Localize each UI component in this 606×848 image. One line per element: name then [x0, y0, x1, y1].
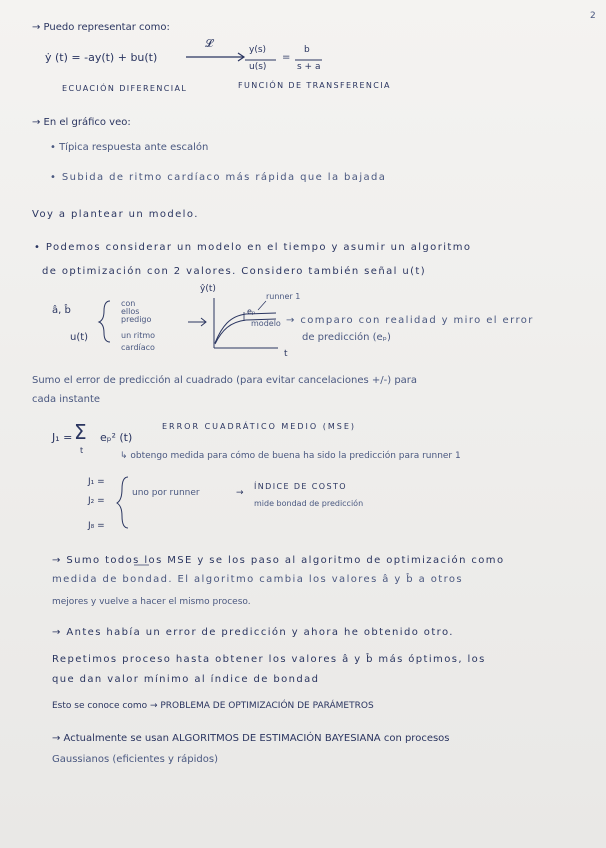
- input-signal-label: u(t): [70, 332, 89, 343]
- cost-index-note: mide bondad de predicción: [254, 499, 364, 508]
- brace-note: ellos: [121, 307, 140, 316]
- graph-x-label: t: [284, 349, 288, 359]
- section-heading: Voy a plantear un modelo.: [32, 209, 199, 220]
- text-line: de predicción (eₚ): [302, 332, 391, 343]
- label-transfer-function: FUNCIÓN DE TRANSFERENCIA: [238, 81, 391, 90]
- differential-equation: ẏ (t) = -ay(t) + bu(t): [45, 51, 158, 64]
- tf-denominator-left: u(s): [249, 62, 267, 72]
- graph-runner-label: runner 1: [266, 292, 301, 301]
- graph-model-label: modelo: [251, 319, 281, 328]
- text-line: → En el gráfico veo:: [32, 117, 131, 128]
- text-line: cada instante: [32, 394, 101, 405]
- text-line: mejores y vuelve a hacer el mismo proceso.: [52, 597, 251, 607]
- cost-j1: J₁ =: [52, 431, 73, 444]
- page-number: 2: [590, 11, 596, 21]
- brace-note: cardíaco: [121, 343, 155, 352]
- text-line: → comparo con realidad y miro el error: [286, 315, 534, 326]
- params-label: â, b̂: [52, 305, 71, 316]
- brace-note: predigo: [121, 315, 152, 324]
- bullet-item: • Subida de ritmo cardíaco más rápida que la bajada: [50, 172, 387, 183]
- text-line: Gaussianos (eficientes y rápidos): [52, 754, 219, 765]
- laplace-symbol: 𝓛: [205, 37, 213, 50]
- graph-error-label: eₚ: [247, 307, 256, 316]
- text-line: Esto se conoce como → PROBLEMA DE OPTIMIZACIÓN DE PARÁMETROS: [52, 701, 374, 711]
- tf-numerator-left: y(s): [249, 45, 267, 55]
- text-line: → Antes había un error de predicción y ahora he obtenido otro.: [52, 627, 454, 638]
- tf-denominator-right: s + a: [297, 62, 321, 72]
- label-differential-equation: ECUACIÓN DIFERENCIAL: [62, 84, 188, 93]
- cost-j2-row: J₂ =: [88, 496, 105, 506]
- left-brace: [99, 301, 110, 342]
- text-line: → Sumo todos los MSE y se los paso al algoritmo de optimización como: [52, 555, 505, 566]
- j-brace: [117, 477, 128, 528]
- brace-note: un ritmo: [121, 331, 156, 340]
- mse-label: ERROR CUADRÁTICO MEDIO (MSE): [162, 422, 356, 431]
- cost-index-label: ÍNDICE DE COSTO: [254, 482, 347, 491]
- sum-index: t: [80, 446, 84, 455]
- text-line: de optimización con 2 valores. Considero también señal u(t): [42, 266, 427, 277]
- text-line: Sumo el error de predicción al cuadrado (para evitar cancelaciones +/-) para: [32, 375, 418, 386]
- text-line: que dan valor mínimo al índice de bondad: [52, 674, 320, 685]
- brace-note: con: [121, 299, 136, 308]
- sum-symbol: Σ: [74, 420, 87, 444]
- text-line: Repetimos proceso hasta obtener los valores â y b̂ más óptimos, los: [52, 654, 486, 665]
- text-line: ↳ obtengo medida para cómo de buena ha sido la predicción para runner 1: [120, 451, 461, 461]
- cost-j8-row: J₈ =: [88, 521, 105, 531]
- text-line: • Podemos considerar un modelo en el tiempo y asumir un algoritmo: [34, 242, 472, 253]
- brace-note: uno por runner: [132, 488, 200, 498]
- bullet-item: • Típica respuesta ante escalón: [50, 142, 209, 153]
- squared-error: eₚ² (t): [100, 431, 133, 444]
- arrow: →: [236, 488, 244, 498]
- text-line: → Puedo representar como:: [32, 22, 170, 33]
- cost-j1-row: J₁ =: [88, 477, 105, 487]
- text-line: → Actualmente se usan ALGORITMOS DE ESTIMACIÓN BAYESIANA con procesos: [52, 733, 450, 744]
- tf-numerator-right: b: [304, 45, 310, 55]
- graph-y-label: ŷ(t): [200, 284, 216, 294]
- text-line: medida de bondad. El algoritmo cambia los valores â y b̂ a otros: [52, 574, 463, 585]
- runner-curve: [215, 313, 276, 343]
- tf-equals: =: [282, 52, 291, 63]
